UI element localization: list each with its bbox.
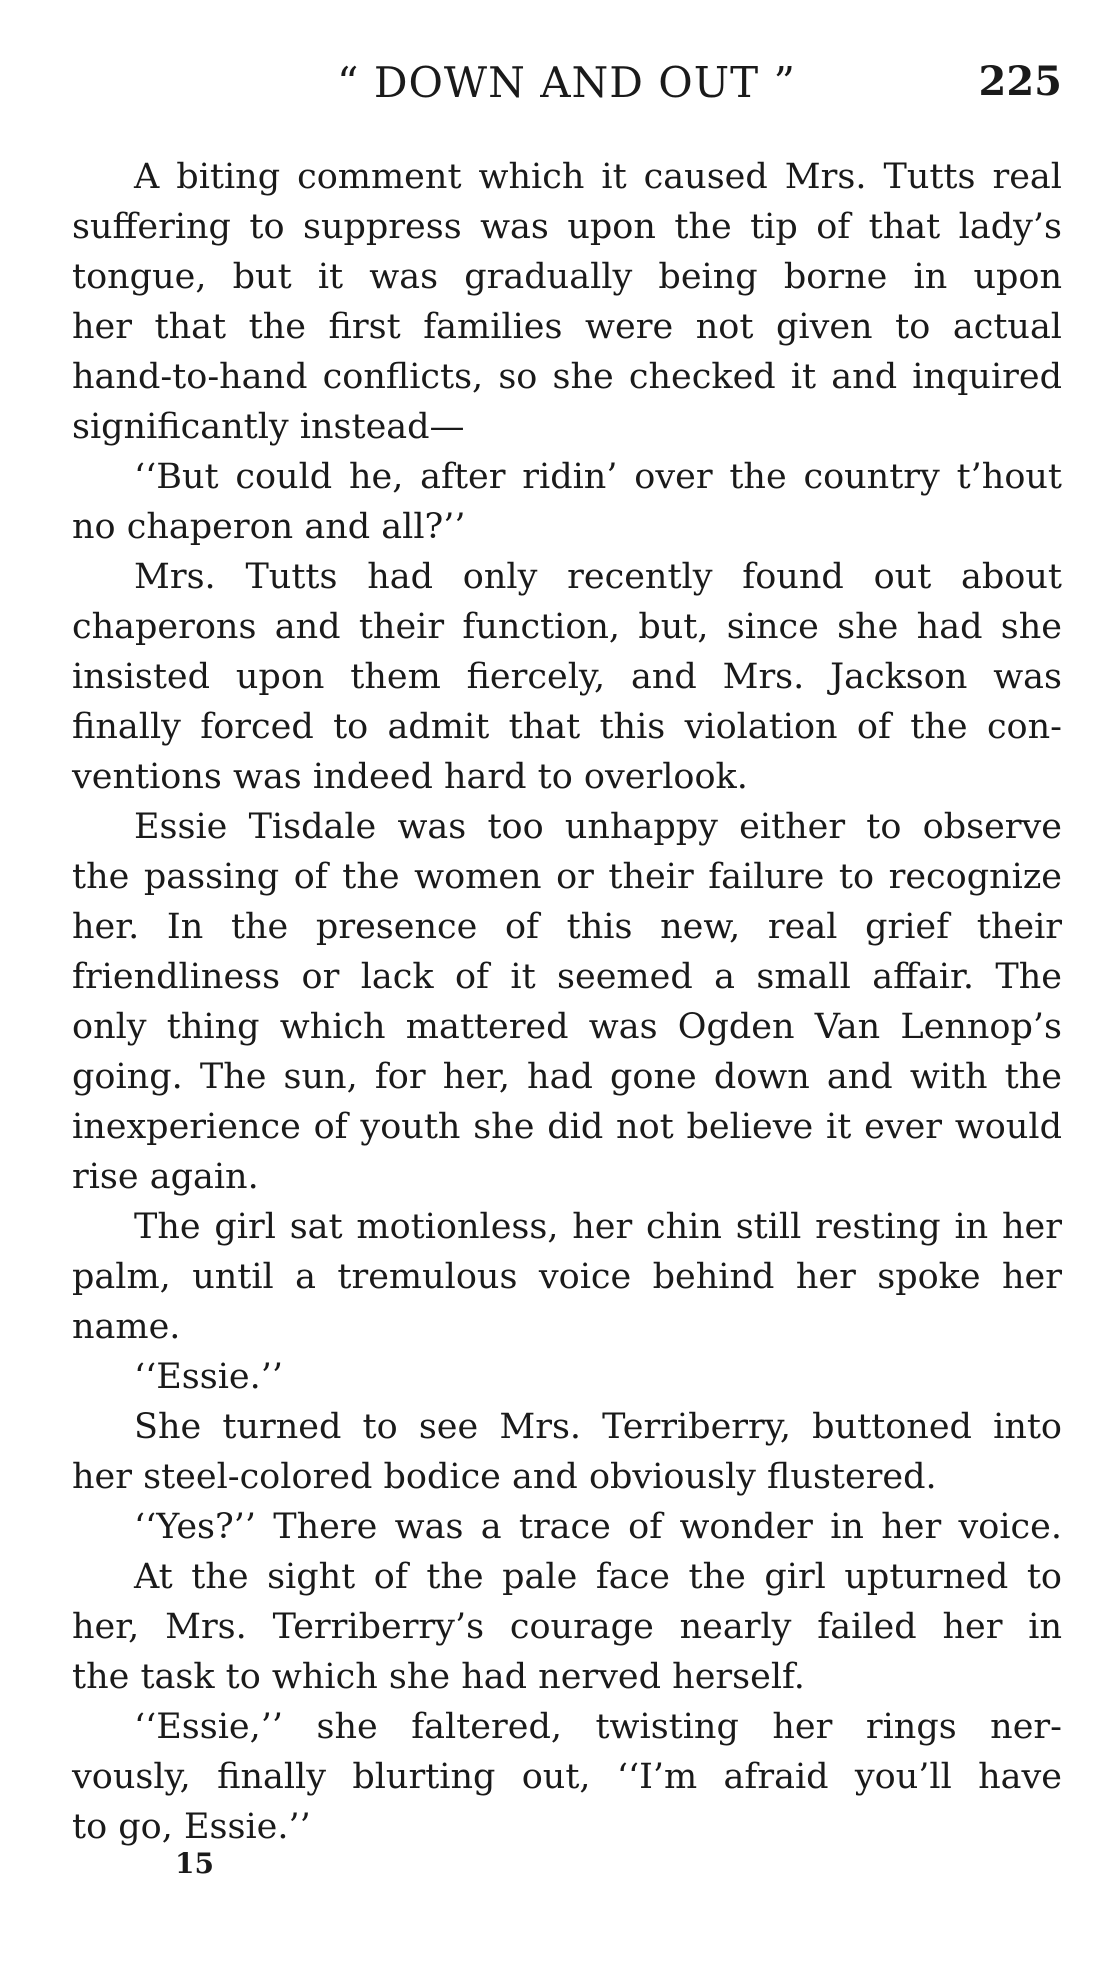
signature-mark: 15 xyxy=(175,1847,214,1880)
text-line: A biting comment which it caused Mrs. Tutts real xyxy=(134,157,1062,197)
text-line: Mrs. Tutts had only recently found out about xyxy=(134,557,1062,597)
text-line: insisted upon them fiercely, and Mrs. Jackson was xyxy=(72,657,1062,697)
text-line: ‘‘But could he, after ridin’ over the country t’hout xyxy=(134,457,1062,497)
text-line: the passing of the women or their failure to recognize xyxy=(72,857,1062,897)
text-line: ‘‘Essie.’’ xyxy=(134,1357,284,1397)
text-line: At the sight of the pale face the girl upturned to xyxy=(134,1557,1062,1597)
text-line: ‘‘Yes?’’ There was a trace of wonder in her voice. xyxy=(134,1507,1062,1547)
text-line: The girl sat motionless, her chin still resting in her xyxy=(134,1207,1062,1247)
text-line: her, Mrs. Terriberry’s courage nearly failed her in xyxy=(72,1607,1062,1647)
text-line: friendliness or lack of it seemed a small affair. The xyxy=(72,957,1062,997)
text-line: only thing which mattered was Ogden Van Lennop’s xyxy=(72,1007,1062,1047)
text-line: hand-to-hand conflicts, so she checked it and inquired xyxy=(72,357,1062,397)
text-line: significantly instead— xyxy=(72,407,465,447)
text-line: Essie Tisdale was too unhappy either to observe xyxy=(134,807,1062,847)
text-line: her. In the presence of this new, real grief their xyxy=(72,907,1062,947)
text-line: rise again. xyxy=(72,1157,259,1197)
text-line: going. The sun, for her, had gone down and with the xyxy=(72,1057,1062,1097)
text-line: suffering to suppress was upon the tip of that lady’s xyxy=(72,207,1062,247)
text-line: to go, Essie.’’ xyxy=(72,1807,311,1847)
text-line: inexperience of youth she did not believe it ever would xyxy=(72,1107,1062,1147)
text-line: her that the first families were not given to actual xyxy=(72,307,1062,347)
text-line: ‘‘Essie,’’ she faltered, twisting her rings ner- xyxy=(134,1707,1062,1747)
text-line: name. xyxy=(72,1307,181,1347)
text-line: tongue, but it was gradually being borne in upon xyxy=(72,257,1062,297)
text-line: the task to which she had nerved herself. xyxy=(72,1657,805,1697)
body-text xyxy=(72,152,1062,1852)
text-line: her steel-colored bodice and obviously flustered. xyxy=(72,1457,937,1497)
text-line: no chaperon and all?’’ xyxy=(72,507,466,547)
page-header xyxy=(72,58,1062,118)
text-line: She turned to see Mrs. Terriberry, buttoned into xyxy=(134,1407,1062,1447)
text-line: finally forced to admit that this violation of the con- xyxy=(72,707,1062,747)
text-line: vously, finally blurting out, ‘‘I’m afraid you’ll have xyxy=(72,1757,1062,1797)
page-number: 225 xyxy=(978,58,1062,105)
text-line: chaperons and their function, but, since she had she xyxy=(72,607,1062,647)
text-line: palm, until a tremulous voice behind her spoke her xyxy=(72,1257,1062,1297)
text-line: ventions was indeed hard to overlook. xyxy=(72,757,748,797)
running-title: “ DOWN AND OUT ” xyxy=(337,58,796,107)
